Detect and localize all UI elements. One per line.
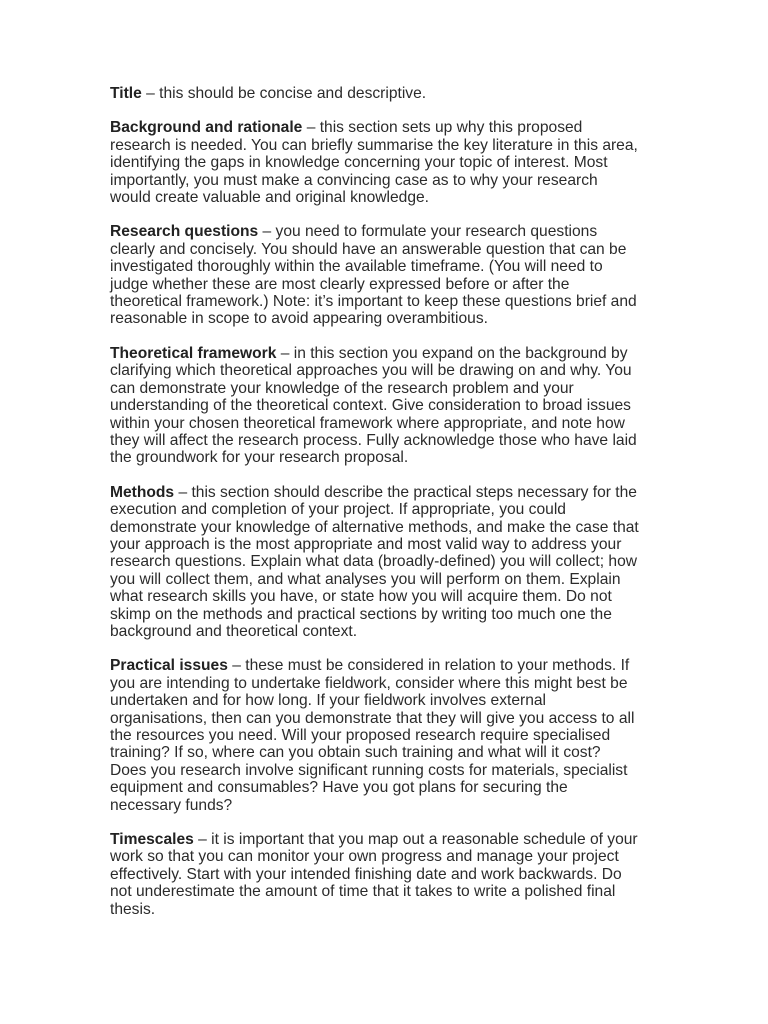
section-heading: Research questions [110,223,259,241]
section-research-questions [110,223,662,327]
section-timescales [110,831,662,918]
section-heading: Practical issues [110,657,228,675]
section-theoretical-framework [110,345,662,467]
section-background [110,119,662,206]
document-page [110,85,662,935]
section-methods [110,484,662,641]
section-title [110,85,662,102]
section-heading: Title [110,85,142,102]
section-heading: Background and rationale [110,119,303,137]
section-body: – this section sets up why this proposed research is needed. You can briefly summarise the key literature in this area, identifying the gaps in knowledge concerning your topic of interest. Most importantly, you must make a convincing case as to why your research would create valuable and original knowledge. [110,119,638,207]
section-body: – this section should describe the practical steps necessary for the execution and completion of your project. If appropriate, you could demonstrate your knowledge of alternative methods, and make the case that your approach is the most appropriate and most valid way to address your research questions. Explain what data (broadly-defined) you will collect; how you will collect them, and what analyses you will perform on them. Explain what research skills you have, or state how you will acquire them. Do not skimp on the methods and practical sections by writing too much one the background and theoretical context. [110,483,639,640]
section-heading: Timescales [110,831,194,849]
section-body: – it is important that you map out a reasonable schedule of your work so that you can monitor your own progress and manage your project effectively. Start with your intended finishing date and work backwards. Do not underestimate the amount of time that it takes to write a polished final thesis. [110,831,638,918]
section-body: – you need to formulate your research questions clearly and concisely. You should have an answerable question that can be investigated thoroughly within the available timeframe. (You will need to judge whether these are most clearly expressed before or after the theoretical framework.) Note: it’s important to keep these questions brief and reasonable in scope to avoid appearing overambitious. [110,223,637,328]
section-body: – these must be considered in relation to your methods. If you are intending to undertake fieldwork, consider where this might best be undertaken and for how long. If your fieldwork involves external organisations, then can you demonstrate that they will give you access to all the resources you need. Will your proposed research require specialised training? If so, where can you obtain such training and what will it cost? Does you research involve significant running costs for materials, specialist equipment and consumables? Have you got plans for securing the necessary funds? [110,657,635,814]
section-practical-issues [110,657,662,814]
section-body: – this should be concise and descriptive. [141,85,427,102]
section-heading: Theoretical framework [110,344,277,362]
section-body: – in this section you expand on the background by clarifying which theoretical approaches you will be drawing on and why. You can demonstrate your knowledge of the research problem and your understanding of the theoretical context. Give consideration to broad issues within your chosen theoretical framework where appropriate, and note how they will affect the research process. Fully acknowledge those who have laid the groundwork for your research proposal. [110,344,637,467]
section-heading: Methods [110,483,175,501]
